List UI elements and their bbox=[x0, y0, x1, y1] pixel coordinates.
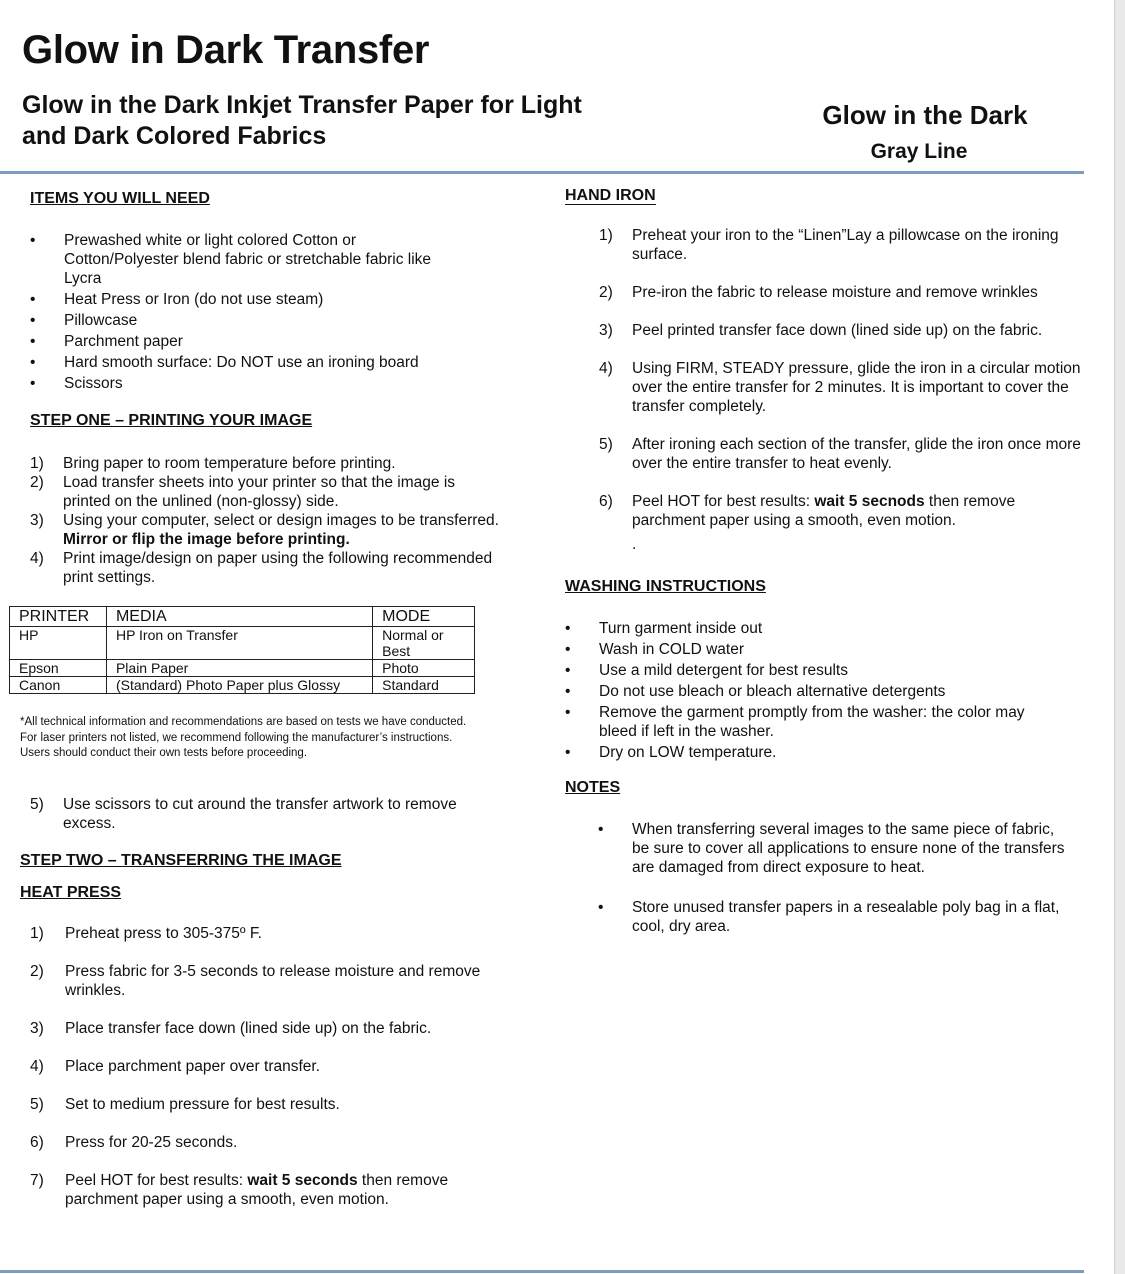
footer-divider bbox=[0, 1270, 1084, 1273]
table-cell: Standard bbox=[373, 677, 475, 694]
list-item bbox=[598, 820, 1074, 877]
list-item: • Pillowcase bbox=[30, 311, 470, 330]
step-number: 1) bbox=[30, 925, 44, 942]
step-two-heading: STEP TWO – TRANSFERRING THE IMAGE bbox=[20, 852, 342, 869]
step-number: 2) bbox=[599, 284, 613, 301]
list-item bbox=[30, 1019, 500, 1038]
header-divider bbox=[0, 171, 1084, 174]
step-text: Place parchment paper over transfer. bbox=[65, 1058, 321, 1075]
list-item bbox=[30, 924, 500, 943]
step-text: After ironing each section of the transfer, glide the iron once more over the entire transfer to heat evenly. bbox=[632, 436, 1081, 472]
step-text: Load transfer sheets into your printer so that the image is printed on the unlined (non-glossy) side. bbox=[63, 474, 456, 510]
step-number: 2) bbox=[30, 963, 44, 980]
table-row bbox=[10, 660, 475, 677]
heat-press-steps bbox=[30, 924, 500, 1209]
table-cell: HP bbox=[10, 627, 107, 660]
step-one-continued-list bbox=[30, 795, 500, 833]
note-text: When transferring several images to the same piece of fabric, be sure to cover all applications to ensure none of the transfers are damaged from direct exposure to heat. bbox=[632, 821, 1065, 876]
hand-iron-steps bbox=[599, 226, 1081, 530]
list-item: • Parchment paper bbox=[30, 332, 470, 351]
step-number: 7) bbox=[30, 1172, 44, 1189]
list-item bbox=[599, 359, 1081, 416]
list-item bbox=[30, 1171, 500, 1209]
column-header: PRINTER bbox=[10, 607, 107, 627]
step-number: 4) bbox=[30, 550, 44, 567]
step-number: 5) bbox=[30, 1096, 44, 1113]
list-item: • Hard smooth surface: Do NOT use an ironing board bbox=[30, 353, 470, 372]
step-text: Preheat your iron to the “Linen”Lay a pillowcase on the ironing surface. bbox=[632, 227, 1059, 263]
table-cell: (Standard) Photo Paper plus Glossy bbox=[106, 677, 372, 694]
notes-list bbox=[598, 820, 1074, 936]
vertical-scrollbar[interactable] bbox=[1114, 0, 1125, 1274]
list-item bbox=[30, 1133, 500, 1152]
step-one-heading: STEP ONE – PRINTING YOUR IMAGE bbox=[30, 412, 313, 429]
product-line: Gray Line bbox=[870, 140, 968, 163]
list-item: • Heat Press or Iron (do not use steam) bbox=[30, 290, 470, 309]
table-cell: Normal or Best bbox=[373, 627, 475, 660]
washing-list bbox=[565, 619, 1035, 762]
table-row bbox=[10, 627, 475, 660]
list-item bbox=[30, 511, 500, 549]
list-item bbox=[599, 492, 1081, 530]
table-row bbox=[10, 677, 475, 694]
table-header-row bbox=[10, 607, 475, 627]
list-item bbox=[598, 898, 1074, 936]
step-text: Peel HOT for best results: bbox=[65, 1172, 244, 1189]
list-item bbox=[30, 1095, 500, 1114]
product-name: Glow in the Dark bbox=[822, 100, 1028, 130]
table-cell: Plain Paper bbox=[106, 660, 372, 677]
step-number: 3) bbox=[30, 1020, 44, 1037]
column-header: MODE bbox=[373, 607, 475, 627]
step-text: then remove parchment paper using a smooth, even motion. bbox=[632, 493, 1016, 529]
step-text: Preheat press to 305-375º F. bbox=[65, 925, 262, 942]
table-cell: HP Iron on Transfer bbox=[106, 627, 372, 660]
bullet-icon: • bbox=[598, 821, 604, 838]
notes-heading: NOTES bbox=[565, 779, 621, 796]
step-number: 1) bbox=[30, 455, 44, 472]
step-text: Set to medium pressure for best results. bbox=[65, 1096, 340, 1113]
step-number: 1) bbox=[599, 227, 613, 244]
list-item bbox=[30, 1057, 500, 1076]
list-item: • Dry on LOW temperature. bbox=[565, 743, 1035, 762]
step-number: 4) bbox=[599, 360, 613, 377]
items-needed-list bbox=[30, 231, 470, 393]
items-needed-heading: ITEMS YOU WILL NEED bbox=[30, 190, 210, 207]
list-item: • Prewashed white or light colored Cotton or Cotton/Polyester blend fabric or stretchable fabric like Lycra bbox=[30, 231, 470, 288]
list-item bbox=[30, 795, 500, 833]
step-text: Press for 20-25 seconds. bbox=[65, 1134, 238, 1151]
step-text: Print image/design on paper using the following recommended print settings. bbox=[63, 550, 493, 586]
technical-disclaimer: *All technical information and recommendations are based on tests we have conducted. For laser printers not listed, we recommend following the manufacturer’s instructions. Users should conduct their own tests before proceeding. bbox=[20, 716, 467, 759]
list-item bbox=[30, 549, 500, 587]
list-item: • Use a mild detergent for best results bbox=[565, 661, 1035, 680]
hand-iron-heading: HAND IRON bbox=[565, 187, 656, 204]
table-cell: Canon bbox=[10, 677, 107, 694]
step-number: 4) bbox=[30, 1058, 44, 1075]
document-title: Glow in Dark Transfer bbox=[22, 28, 430, 72]
step-text: Using your computer, select or design images to be transferred. bbox=[63, 512, 499, 529]
column-header: MEDIA bbox=[106, 607, 372, 627]
step-number: 2) bbox=[30, 474, 44, 491]
print-settings-table bbox=[9, 606, 475, 694]
table-cell: Epson bbox=[10, 660, 107, 677]
step-text: Use scissors to cut around the transfer artwork to remove excess. bbox=[63, 796, 457, 832]
list-item: • Scissors bbox=[30, 374, 470, 393]
step-number: 3) bbox=[30, 512, 44, 529]
step-text: Place transfer face down (lined side up) on the fabric. bbox=[65, 1020, 432, 1037]
step-number: 6) bbox=[599, 493, 613, 510]
document-subtitle: Glow in the Dark Inkjet Transfer Paper for Light and Dark Colored Fabrics bbox=[22, 91, 582, 150]
table-cell: Photo bbox=[373, 660, 475, 677]
step-one-list bbox=[30, 454, 500, 587]
peel-timing: wait 5 secnods bbox=[814, 493, 925, 510]
peel-timing: wait 5 seconds bbox=[247, 1172, 358, 1189]
washing-heading: WASHING INSTRUCTIONS bbox=[565, 578, 766, 595]
list-item bbox=[599, 283, 1081, 302]
list-item bbox=[30, 962, 500, 1000]
list-item bbox=[30, 454, 500, 473]
list-item: • Turn garment inside out bbox=[565, 619, 1035, 638]
step-number: 6) bbox=[30, 1134, 44, 1151]
step-text: Peel printed transfer face down (lined side up) on the fabric. bbox=[632, 322, 1043, 339]
list-item bbox=[30, 473, 500, 511]
step-text: Bring paper to room temperature before printing. bbox=[63, 455, 396, 472]
list-item: • Wash in COLD water bbox=[565, 640, 1035, 659]
list-item: • Remove the garment promptly from the washer: the color may bleed if left in the washer. bbox=[565, 703, 1035, 741]
mirror-warning: Mirror or flip the image before printing. bbox=[63, 531, 350, 548]
stray-period: . bbox=[632, 536, 637, 553]
heat-press-heading: HEAT PRESS bbox=[20, 884, 122, 901]
step-text: Press fabric for 3-5 seconds to release moisture and remove wrinkles. bbox=[65, 963, 481, 999]
list-item bbox=[599, 321, 1081, 340]
step-number: 5) bbox=[599, 436, 613, 453]
bullet-icon: • bbox=[598, 899, 604, 916]
step-number: 3) bbox=[599, 322, 613, 339]
list-item bbox=[599, 435, 1081, 473]
step-number: 5) bbox=[30, 796, 44, 813]
step-text: Peel HOT for best results: bbox=[632, 493, 811, 510]
list-item: • Do not use bleach or bleach alternative detergents bbox=[565, 682, 1035, 701]
step-text: Using FIRM, STEADY pressure, glide the iron in a circular motion over the entire transfer for 2 minutes. It is important to cover the transfer completely. bbox=[632, 360, 1081, 415]
note-text: Store unused transfer papers in a resealable poly bag in a flat, cool, dry area. bbox=[632, 899, 1060, 935]
list-item bbox=[599, 226, 1081, 264]
step-text: then remove parchment paper using a smooth, even motion. bbox=[65, 1172, 449, 1208]
step-text: Pre-iron the fabric to release moisture and remove wrinkles bbox=[632, 284, 1038, 301]
